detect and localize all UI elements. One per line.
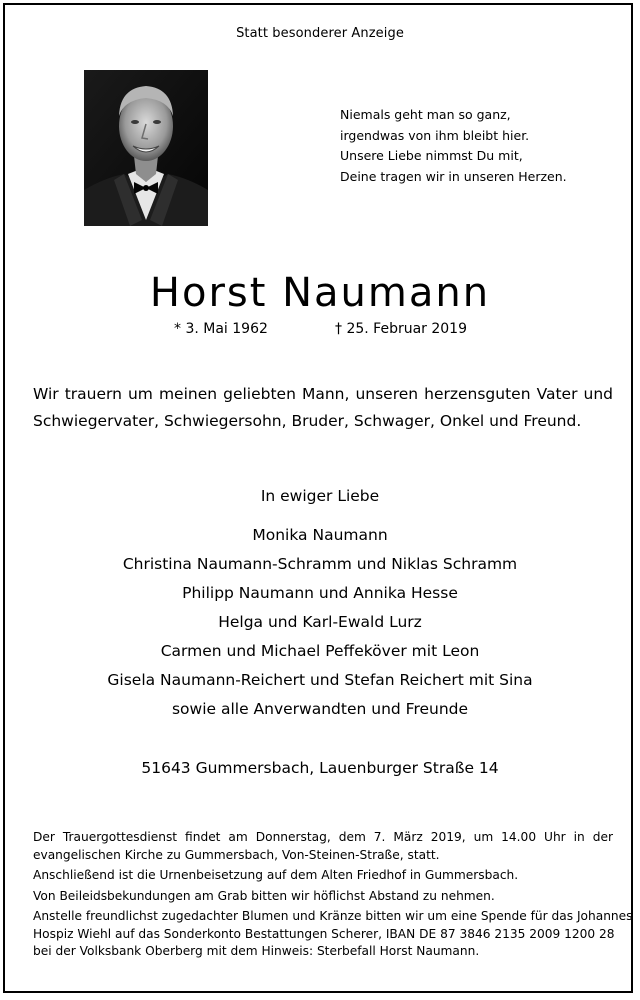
death-date: † 25. Februar 2019 [335, 321, 467, 337]
mourner-entry: Monika Naumann [252, 526, 388, 544]
birth-date: * 3. Mai 1962 [174, 321, 268, 337]
mourner-entry: Philipp Naumann und Annika Hesse [182, 584, 458, 602]
notice-line: Hospiz Wiehl auf das Sonderkonto Bestattungen Scherer, IBAN DE 87 3846 2135 2009 1200 28 [33, 926, 615, 941]
donation-notice [33, 908, 633, 961]
poem [340, 105, 567, 187]
mourner-entry: Christina Naumann-Schramm und Niklas Schramm [122, 555, 518, 573]
mourner-entry: Gisela Naumann-Reichert und Stefan Reichert mit Sina [107, 671, 533, 689]
poem-line: irgendwas von ihm bleibt hier. [340, 127, 530, 143]
burial-notice: Anschließend ist die Urnenbeisetzung auf dem Alten Friedhof in Gummersbach. [33, 868, 519, 882]
family-address: 51643 Gummersbach, Lauenburger Straße 14 [141, 759, 499, 777]
service-notice [33, 829, 613, 864]
mourning-line: Wir trauern um meinen geliebten Mann, unseren herzensguten Vater und [33, 385, 613, 403]
eternal-love-heading: In ewiger Liebe [260, 487, 380, 505]
condolence-notice: Von Beileidsbekundungen am Grab bitten wir höflichst Abstand zu nehmen. [33, 888, 495, 903]
deceased-name: Horst Naumann [149, 270, 491, 316]
notice-line: Anstelle freundlichst zugedachter Blumen und Kränze bitten wir um eine Spende für das Johannes [33, 909, 633, 923]
mourner-entry: Carmen und Michael Peffeköver mit Leon [160, 642, 480, 660]
funeral-notices [33, 829, 633, 964]
mourning-line: Schwiegervater, Schwiegersohn, Bruder, Schwager, Onkel und Freund. [33, 412, 582, 430]
mourner-entry: sowie alle Anverwandten und Freunde [171, 700, 469, 718]
notice-line: Der Trauergottesdienst findet am Donnerstag, dem 7. März 2019, um 14.00 Uhr in der [33, 830, 613, 844]
notice-line: bei der Volksbank Oberberg mit dem Hinweis: Sterbefall Horst Naumann. [33, 944, 480, 958]
mourners-list [0, 521, 640, 724]
poem-line: Unsere Liebe nimmst Du mit, [340, 148, 523, 163]
notice-line: evangelischen Kirche zu Gummersbach, Von-Steinen-Straße, statt. [33, 847, 440, 862]
poem-line: Deine tragen wir in unseren Herzen. [340, 168, 567, 184]
header-notice: Statt besonderer Anzeige [236, 26, 404, 41]
mourner-entry: Helga und Karl-Ewald Lurz [218, 613, 422, 631]
poem-line: Niemals geht man so ganz, [340, 107, 511, 122]
mourning-statement [33, 381, 613, 435]
portrait-photo [84, 70, 208, 226]
